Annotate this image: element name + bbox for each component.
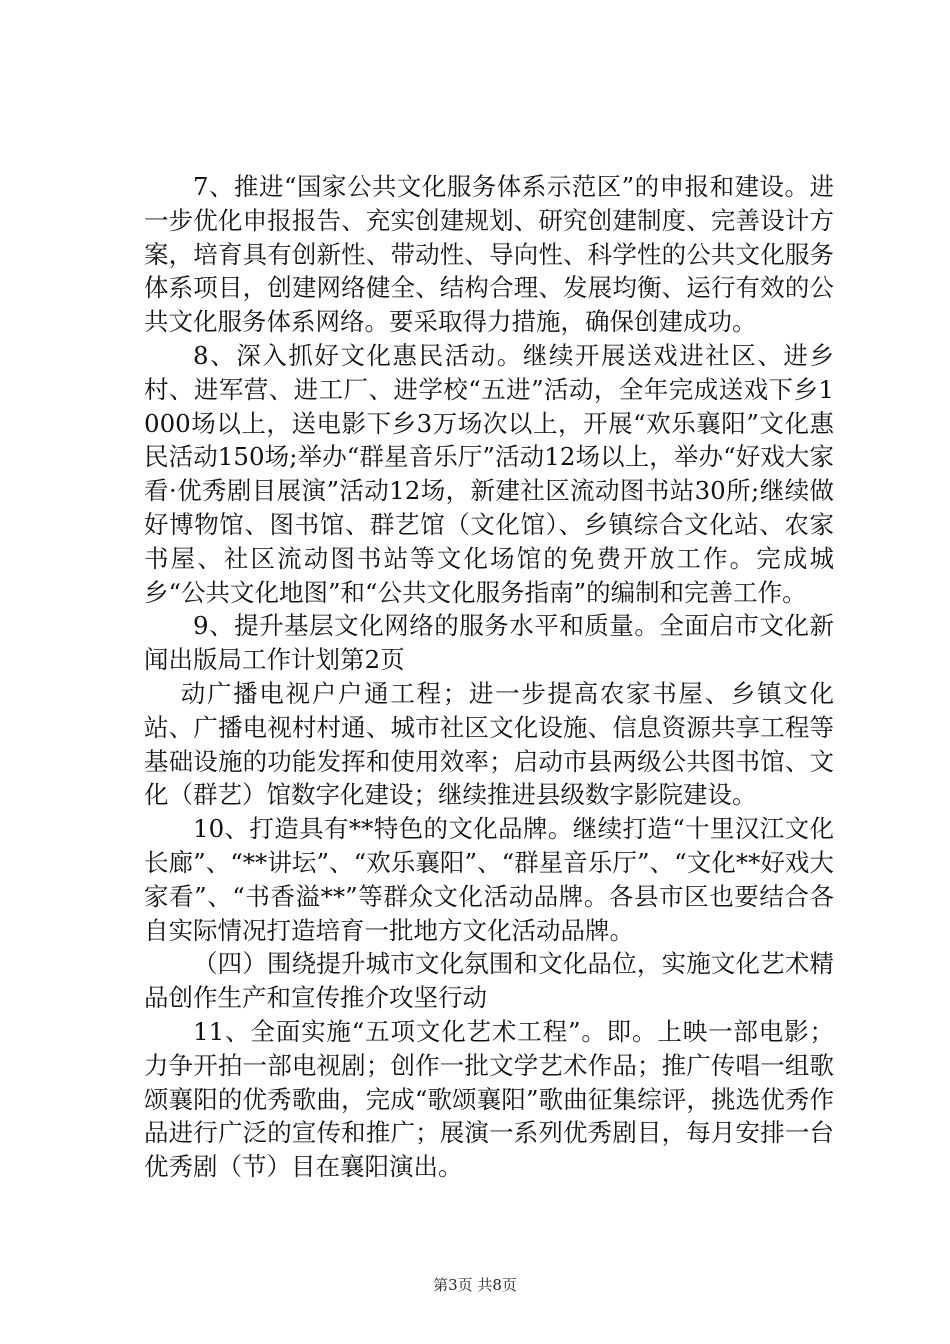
- page-number-footer: 第3页 共8页: [433, 1276, 517, 1294]
- paragraph-10: 10、打造具有**特色的文化品牌。继续打造“十里汉江文化长廊”、“**讲坛”、“欢乐襄阳”、“群星音乐厅”、“文化**好戏大家看”、“书香溢**”等群众文化活动品牌。各县市区也要结合各自实际情况打造培育一批地方文化活动品牌。: [144, 814, 834, 945]
- paragraph-9: 9、提升基层文化网络的服务水平和质量。全面启市文化新闻出版局工作计划第2页: [144, 611, 834, 675]
- paragraph-9-continued: 动广播电视户户通工程；进一步提高农家书屋、乡镇文化站、广播电视村村通、城市社区文化设施、信息资源共享工程等基础设施的功能发挥和使用效率；启动市县两级公共图书馆、文化（群艺）馆数字化建设；继续推进县级数字影院建设。: [144, 678, 834, 810]
- paragraph-7: 7、推进“国家公共文化服务体系示范区”的申报和建设。进一步优化申报报告、充实创建规划、研究创建制度、完善设计方案，培育具有创新性、带动性、导向性、科学性的公共文化服务体系项目，创建网络健全、结构合理、发展均衡、运行有效的公共文化服务体系网络。要采取得力措施，确保创建成功。: [144, 172, 834, 337]
- document-body: [144, 170, 834, 1184]
- section-heading-4: （四）围绕提升城市文化氛围和文化品位，实施文化艺术精品创作生产和宣传推介攻坚行动: [144, 949, 834, 1013]
- paragraph-11: 11、全面实施“五项文化艺术工程”。即。上映一部电影；力争开拍一部电视剧；创作一批文学艺术作品；推广传唱一组歌颂襄阳的优秀歌曲，完成“歌颂襄阳”歌曲征集综评，挑选优秀作品进行广泛的宣传和推广；展演一系列优秀剧目，每月安排一台优秀剧（节）目在襄阳演出。: [144, 1016, 834, 1182]
- paragraph-8: 8、深入抓好文化惠民活动。继续开展送戏进社区、进乡村、进军营、进工厂、进学校“五进”活动，全年完成送戏下乡1000场以上，送电影下乡3万场次以上，开展“欢乐襄阳”文化惠民活动150场;举办“群星音乐厅”活动12场以上，举办“好戏大家看·优秀剧目展演”活动12场，新建社区流动图书站30所;继续做好博物馆、图书馆、群艺馆（文化馆）、乡镇综合文化站、农家书屋、社区流动图书站等文化场馆的免费开放工作。完成城乡“公共文化地图”和“公共文化服务指南”的编制和完善工作。: [144, 340, 834, 607]
